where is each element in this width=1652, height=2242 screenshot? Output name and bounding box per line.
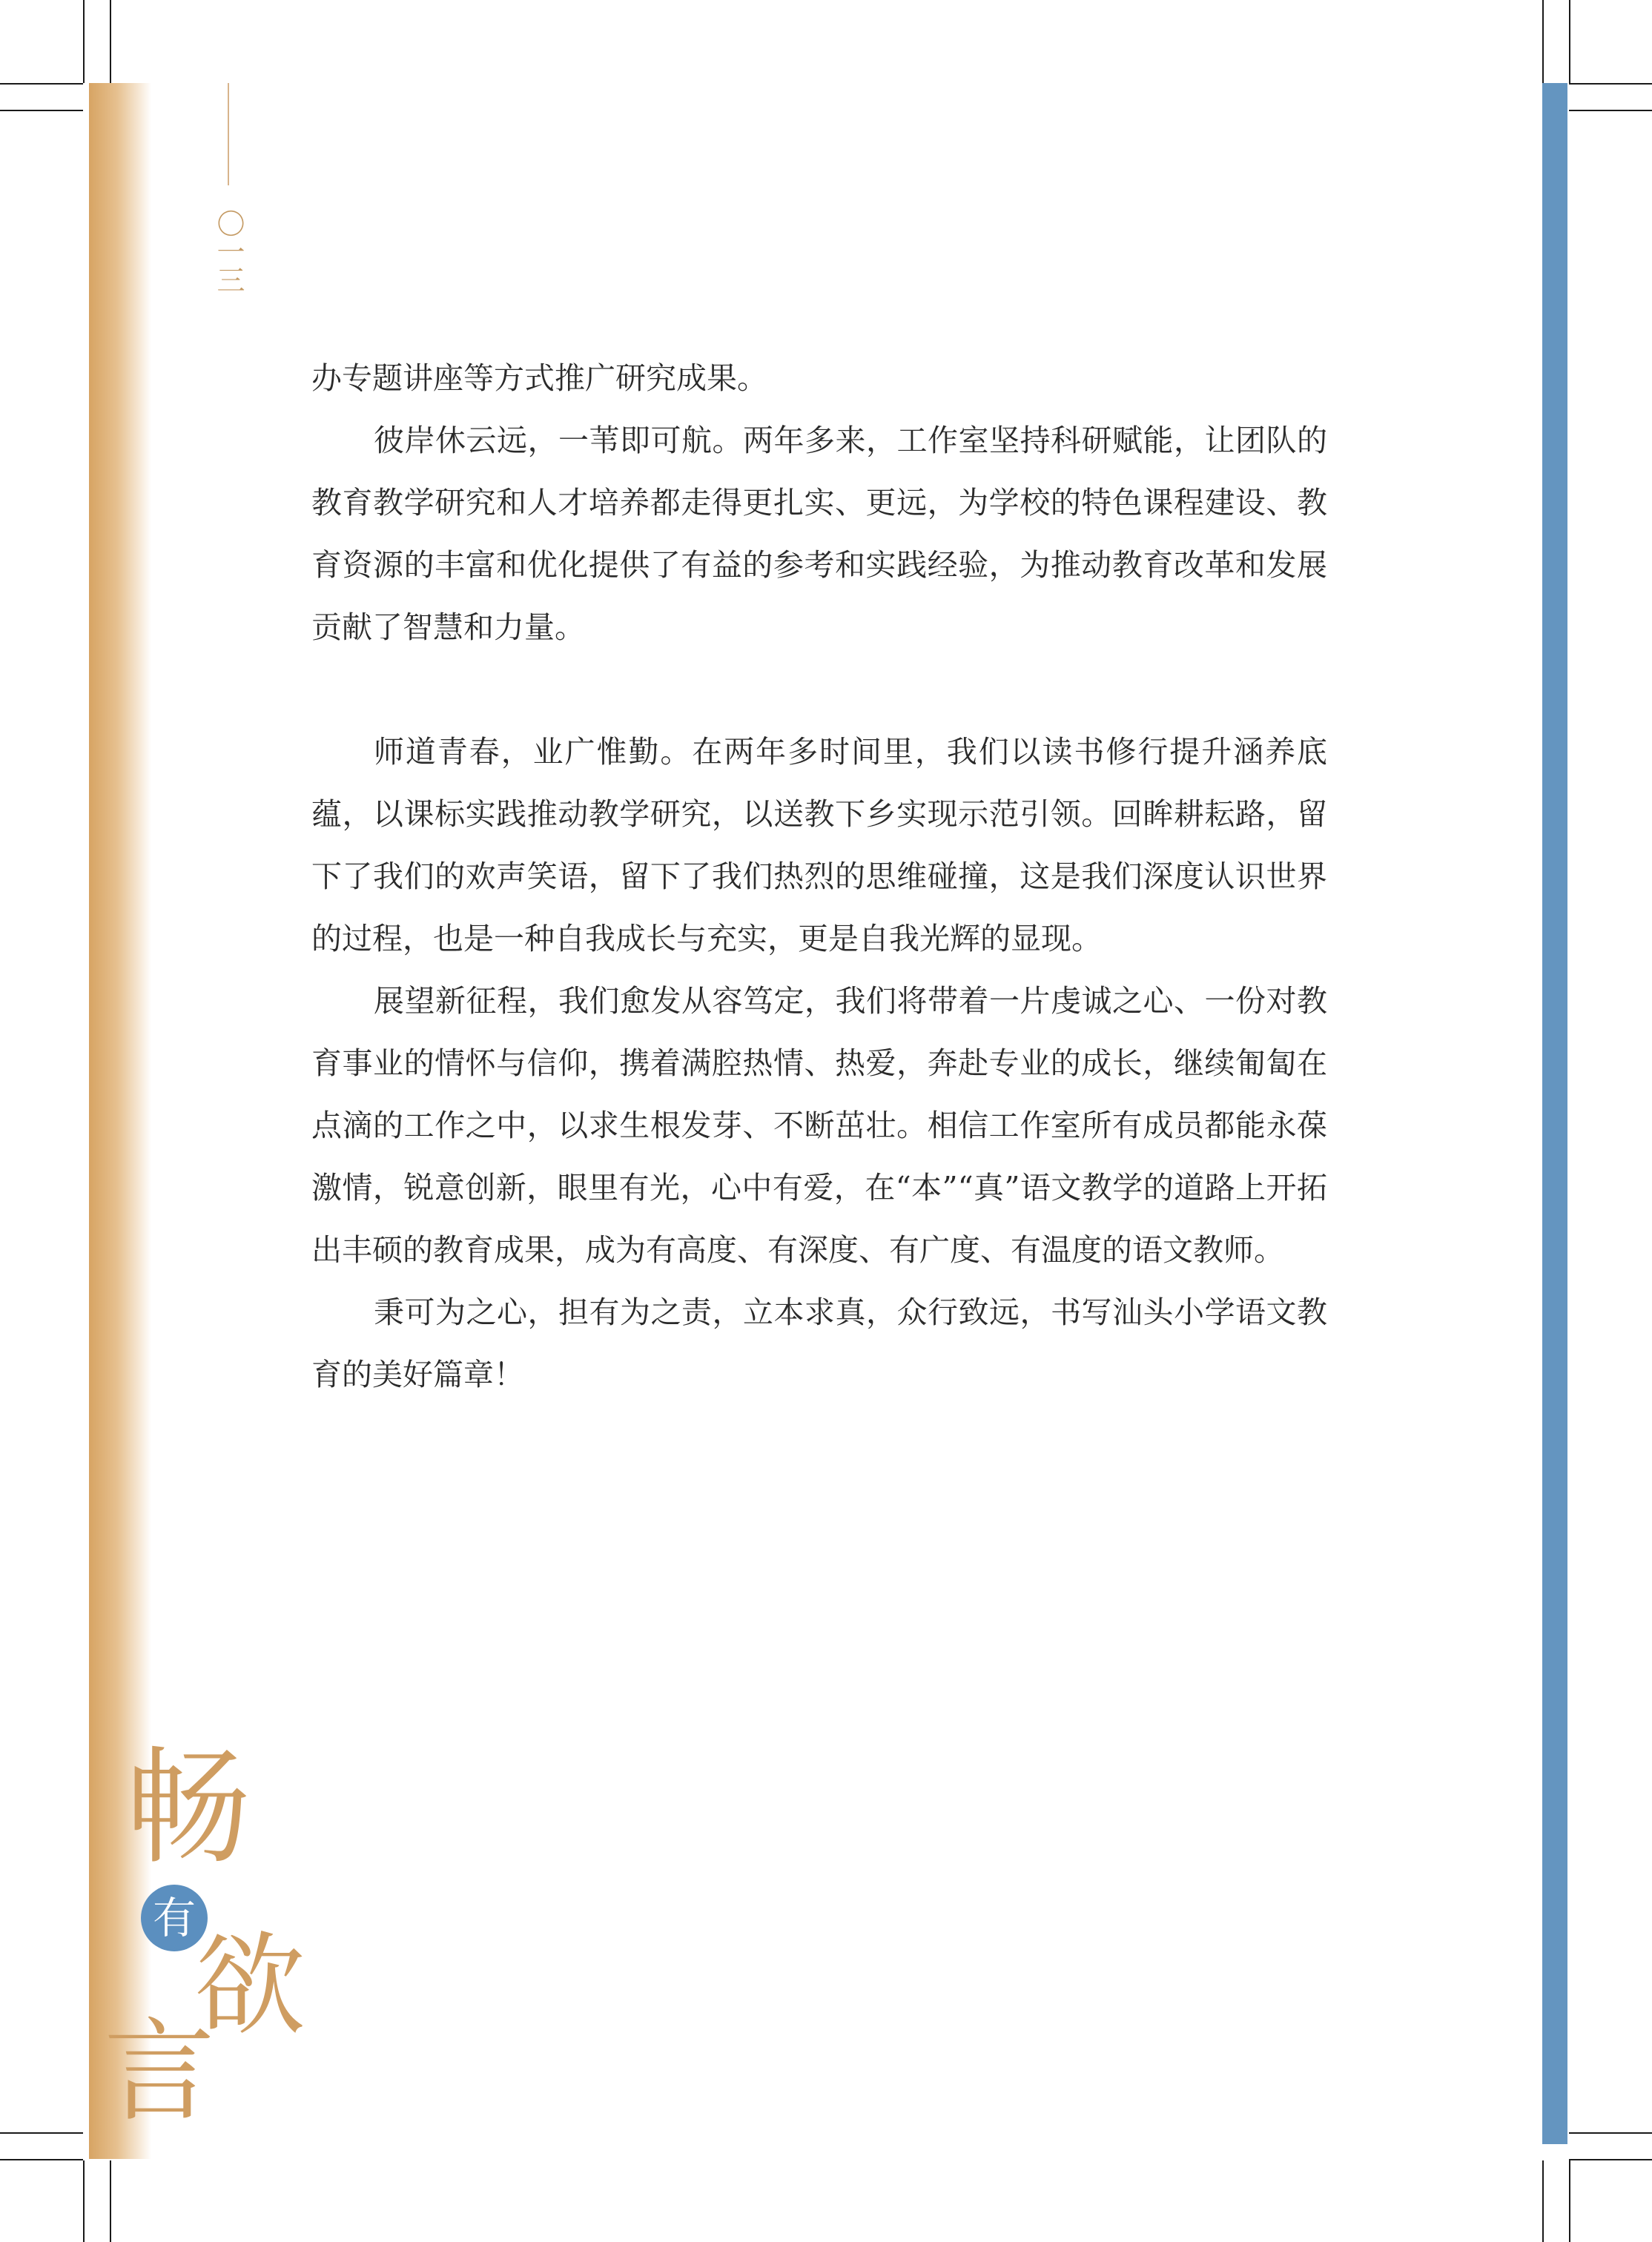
crop-mark — [1542, 2160, 1544, 2242]
column-title-char: 有 — [152, 1893, 196, 1943]
crop-mark — [1569, 110, 1652, 111]
crop-mark — [83, 0, 85, 83]
page-number-rule — [228, 83, 229, 185]
crop-mark — [0, 2132, 83, 2134]
body-text — [311, 347, 1327, 1406]
paragraph: 展望新征程，我们愈发从容笃定，我们将带着一片虔诚之心、一份对教育事业的情怀与信仰，携着满腔热情、热爱，奔赴专业的成长，继续匍匐在点滴的工作之中，以求生根发芽、不断茁壮。相信工作室所有成员都能永葆激情，锐意创新，眼里有光，心中有爱，在“本”“真”语文教学的道路上开拓出丰硕的教育成果，成为有高度、有深度、有广度、有温度的语文教师。 — [311, 983, 1327, 1268]
column-title-char: 畅 — [125, 1735, 251, 1882]
crop-mark — [0, 110, 83, 111]
crop-mark — [1569, 0, 1570, 83]
paragraph: 彼岸休云远，一苇即可航。两年多来，工作室坚持科研赋能，让团队的教育教学研究和人才培养都走得更扎实、更远，为学校的特色课程建设、教育资源的丰富和优化提供了有益的参考和实践经验，为推动教育改革和发展贡献了智慧和力量。 — [311, 423, 1327, 645]
crop-mark — [0, 83, 83, 85]
paragraph: 办专题讲座等方式推广研究成果。 — [311, 360, 767, 396]
crop-mark — [110, 2160, 111, 2242]
crop-mark — [1569, 2132, 1652, 2134]
crop-mark — [1569, 83, 1652, 85]
crop-mark — [1569, 2159, 1652, 2160]
column-title-char: 言 — [104, 2008, 216, 2137]
paragraph: 秉可为之心，担有为之责，立本求真，众行致远，书写汕头小学语文教育的美好篇章！ — [311, 1294, 1327, 1392]
column-title-char: 欲 — [194, 1922, 306, 2051]
crop-mark — [110, 0, 111, 83]
paragraph: 师道青春，业广惟勤。在两年多时间里，我们以读书修行提升涵养底蕴，以课标实践推动教学研究，以送教下乡实现示范引领。回眸耕耘路，留下了我们的欢声笑语，留下了我们热烈的思维碰撞，这是我们深度认识世界的过程，也是一种自我成长与充实，更是自我光辉的显现。 — [311, 734, 1327, 956]
right-blue-bar — [1542, 83, 1567, 2144]
crop-mark — [1542, 0, 1544, 83]
crop-mark — [0, 2159, 83, 2160]
crop-mark — [1569, 2160, 1570, 2242]
page-number: 〇一三 — [212, 209, 245, 294]
crop-mark — [83, 2160, 85, 2242]
